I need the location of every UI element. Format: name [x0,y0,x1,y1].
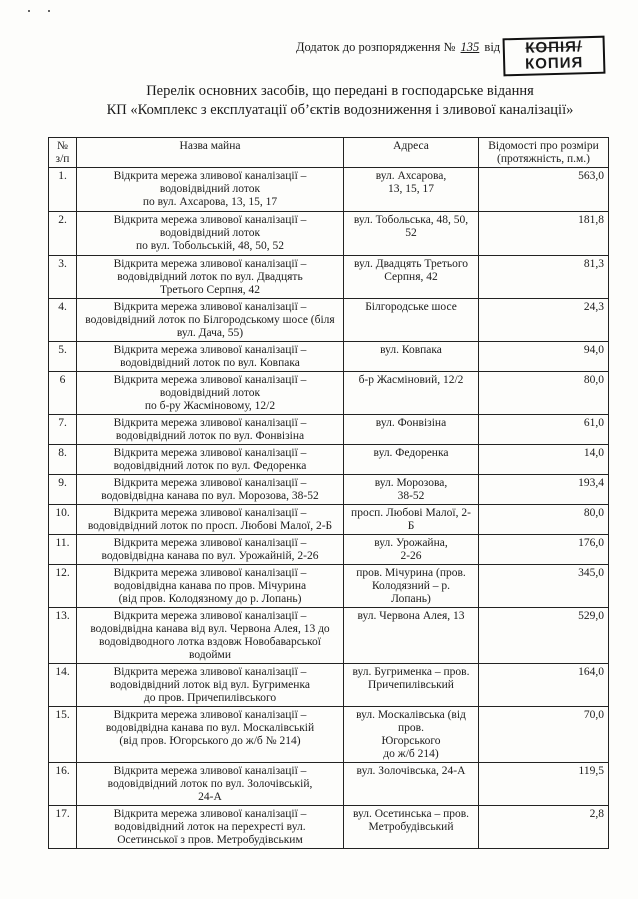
table-row [49,806,609,849]
row-number: 8. [49,445,77,475]
asset-size: 119,5 [479,763,609,806]
asset-name: Відкрита мережа зливової каналізації – водовідвідний лоток по вул. Ковпака [77,342,344,372]
asset-size: 14,0 [479,445,609,475]
stamp-line-2: КОПИЯ [524,54,584,73]
row-number: 16. [49,763,77,806]
asset-name: Відкрита мережа зливової каналізації – водовідвідна канава по вул. Морозова, 38-52 [77,475,344,505]
table-row [49,505,609,535]
asset-size: 94,0 [479,342,609,372]
asset-size: 81,3 [479,256,609,299]
table-row [49,212,609,256]
copy-stamp [503,36,606,77]
table-row [49,664,609,707]
asset-address: б-р Жасміновий, 12/2 [344,372,479,415]
header-address: Адреса [344,138,479,168]
asset-name: Відкрита мережа зливової каналізації – водовідвідний лоток по вул. Фонвізіна [77,415,344,445]
asset-size: 345,0 [479,565,609,608]
row-number: 11. [49,535,77,565]
asset-address: вул. Золочівська, 24-А [344,763,479,806]
asset-address: вул. Бугрименка – пров. Причепилівський [344,664,479,707]
row-number: 2. [49,212,77,256]
table-body [49,168,609,849]
asset-name: Відкрита мережа зливової каналізації – водовідвідна канава від вул. Червона Алея, 13 до водовідводного лотка вздовж Новобаварської водойми [77,608,344,664]
asset-size: 80,0 [479,505,609,535]
table-header-row [49,138,609,168]
table-row [49,608,609,664]
table-row [49,415,609,445]
asset-address: пров. Мічурина (пров. Колодязний – р. Лопань) [344,565,479,608]
row-number: 12. [49,565,77,608]
row-number: 3. [49,256,77,299]
row-number: 1. [49,168,77,212]
table-row [49,445,609,475]
asset-size: 176,0 [479,535,609,565]
asset-name: Відкрита мережа зливової каналізації – водовідвідний лоток по вул. Федоренка [77,445,344,475]
asset-name: Відкрита мережа зливової каналізації – водовідвідний лоток по Білгородському шосе (біля вул. Дача, 55) [77,299,344,342]
asset-size: 24,3 [479,299,609,342]
asset-name: Відкрита мережа зливової каналізації – водовідвідна канава по вул. Москалівській (від пров. Югорського до ж/б № 214) [77,707,344,763]
row-number: 13. [49,608,77,664]
asset-address: просп. Любові Малої, 2- Б [344,505,479,535]
table-row [49,168,609,212]
table-row [49,372,609,415]
annex-prefix: Додаток до розпорядження № [296,40,456,54]
scan-speck [48,10,50,12]
annex-number: 135 [460,40,480,54]
asset-size: 164,0 [479,664,609,707]
title-line-2: КП «Комплекс з експлуатації об’єктів водозниження і зливової каналізації» [106,102,574,118]
asset-address: вул. Ковпака [344,342,479,372]
asset-address: вул. Федоренка [344,445,479,475]
header-num: № з/п [49,138,77,168]
row-number: 6 [49,372,77,415]
table-row [49,535,609,565]
asset-address: вул. Морозова, 38-52 [344,475,479,505]
asset-address: вул. Ахсарова, 13, 15, 17 [344,168,479,212]
asset-address: вул. Фонвізіна [344,415,479,445]
asset-name: Відкрита мережа зливової каналізації – водовідвідний лоток по б-ру Жасміновому, 12/2 [77,372,344,415]
asset-name: Відкрита мережа зливової каналізації – водовідвідний лоток на перехресті вул. Осетинської з пров. Метробудівським [77,806,344,849]
asset-address: Білгородське шосе [344,299,479,342]
row-number: 7. [49,415,77,445]
header-size: Відомості про розміри (протяжність, п.м.) [479,138,609,168]
title-line-1: Перелік основних засобів, що передані в господарське відання [146,83,534,99]
table-row [49,475,609,505]
assets-table [48,137,609,849]
row-number: 10. [49,505,77,535]
asset-size: 80,0 [479,372,609,415]
stamp-line-1: КОПІЯ/ [525,38,583,57]
asset-address: вул. Осетинська – пров. Метробудівський [344,806,479,849]
scan-speck [28,10,30,12]
row-number: 5. [49,342,77,372]
table-row [49,565,609,608]
asset-address: вул. Двадцять Третього Серпня, 42 [344,256,479,299]
row-number: 4. [49,299,77,342]
asset-size: 193,4 [479,475,609,505]
row-number: 14. [49,664,77,707]
asset-size: 61,0 [479,415,609,445]
asset-name: Відкрита мережа зливової каналізації – водовідвідний лоток по вул. Тобольській, 48, 50, 52 [77,212,344,256]
asset-name: Відкрита мережа зливової каналізації – водовідвідний лоток по просп. Любові Малої, 2-Б [77,505,344,535]
asset-size: 529,0 [479,608,609,664]
header-name: Назва майна [77,138,344,168]
asset-name: Відкрита мережа зливової каналізації – водовідвідний лоток по вул. Ахсарова, 13, 15, 17 [77,168,344,212]
table-row [49,256,609,299]
asset-address: вул. Москалівська (від пров. Югорського до ж/б 214) [344,707,479,763]
table-row [49,707,609,763]
document-title [60,82,620,120]
row-number: 17. [49,806,77,849]
row-number: 15. [49,707,77,763]
table-row [49,342,609,372]
asset-address: вул. Урожайна, 2-26 [344,535,479,565]
row-number: 9. [49,475,77,505]
table-row [49,763,609,806]
asset-name: Відкрита мережа зливової каналізації – водовідвідний лоток по вул. Двадцять Третього Серпня, 42 [77,256,344,299]
asset-size: 2,8 [479,806,609,849]
asset-name: Відкрита мережа зливової каналізації – водовідвідний лоток по вул. Золочівській, 24-А [77,763,344,806]
asset-size: 181,8 [479,212,609,256]
table-row [49,299,609,342]
annex-reference [296,40,500,55]
asset-name: Відкрита мережа зливової каналізації – водовідвідна канава по пров. Мічурина (від пров. Колодязному до р. Лопань) [77,565,344,608]
asset-size: 70,0 [479,707,609,763]
asset-name: Відкрита мережа зливової каналізації – водовідвідна канава по вул. Урожайній, 2-26 [77,535,344,565]
asset-address: вул. Червона Алея, 13 [344,608,479,664]
asset-name: Відкрита мережа зливової каналізації – водовідвідний лоток від вул. Бугрименка до пров. Причепилівського [77,664,344,707]
asset-address: вул. Тобольська, 48, 50, 52 [344,212,479,256]
asset-size: 563,0 [479,168,609,212]
annex-suffix: від [484,40,501,54]
